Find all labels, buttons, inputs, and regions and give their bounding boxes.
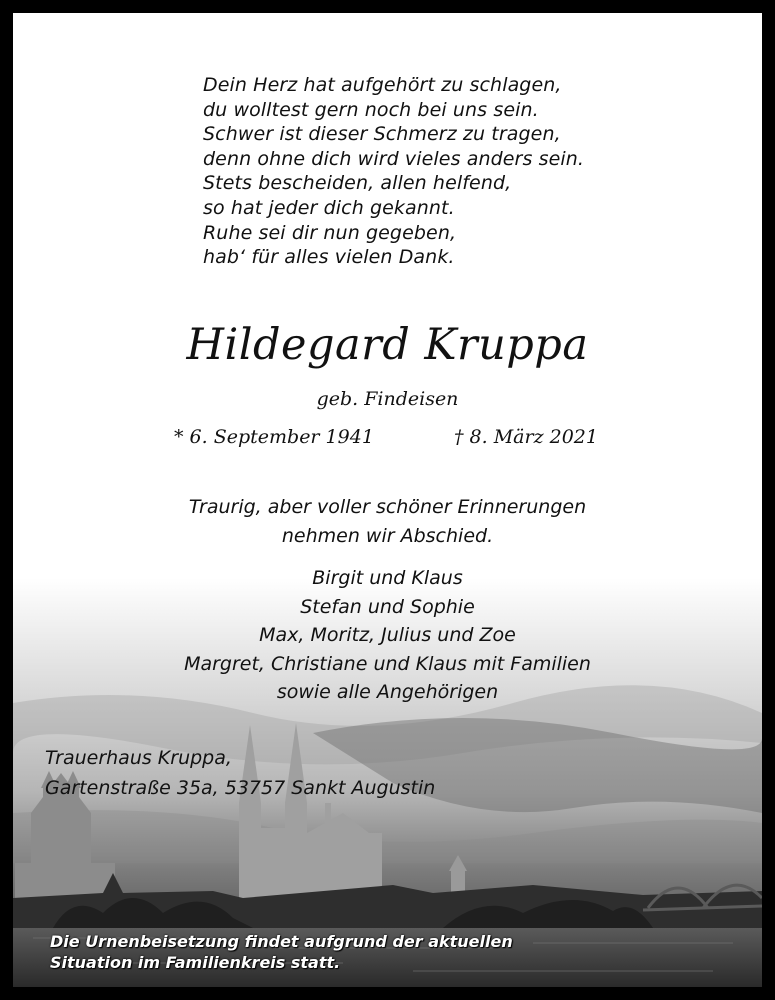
maiden-name: geb. Findeisen (316, 388, 459, 410)
notice-line: Situation im Familienkreis statt. (50, 953, 341, 972)
mourner-line: Stefan und Sophie (300, 595, 475, 618)
poem-line: hab‘ für alles vielen Dank. (203, 246, 455, 269)
poem-line: Schwer ist dieser Schmerz zu tragen, (203, 123, 561, 146)
address-line: Trauerhaus Kruppa, (45, 747, 232, 769)
mourner-line: sowie alle Angehörigen (276, 681, 499, 703)
deceased-name: Hildegard Kruppa (186, 320, 589, 370)
poem (203, 73, 723, 270)
farewell-line: Traurig, aber voller schöner Erinnerungen (188, 496, 587, 518)
mourner-line: Max, Moritz, Julius und Zoe (259, 624, 516, 646)
mourning-house-address (45, 743, 435, 803)
notice-line: Die Urnenbeisetzung findet aufgrund der aktuellen (50, 932, 513, 951)
poem-line: Stets bescheiden, allen helfend, (203, 172, 512, 195)
death-date: † 8. März 2021 (454, 426, 598, 448)
mourners-list (13, 564, 762, 707)
poem-line: so hat jeder dich gekannt. (203, 196, 455, 219)
farewell-line: nehmen wir Abschied. (281, 524, 494, 547)
address-line: Gartenstraße 35a, 53757 Sankt Augustin (45, 777, 436, 799)
mourner-line: Birgit und Klaus (312, 567, 463, 589)
birth-date: * 6. September 1941 (174, 426, 374, 448)
burial-notice (50, 931, 513, 973)
poem-line: du wolltest gern noch bei uns sein. (203, 98, 539, 121)
mourner-line: Margret, Christiane und Klaus mit Familien (184, 652, 591, 675)
poem-line: Dein Herz hat aufgehört zu schlagen, (203, 74, 562, 96)
poem-line: denn ohne dich wird vieles anders sein. (203, 147, 585, 170)
poem-line: Ruhe sei dir nun gegeben, (203, 221, 457, 244)
farewell-text (13, 493, 762, 550)
